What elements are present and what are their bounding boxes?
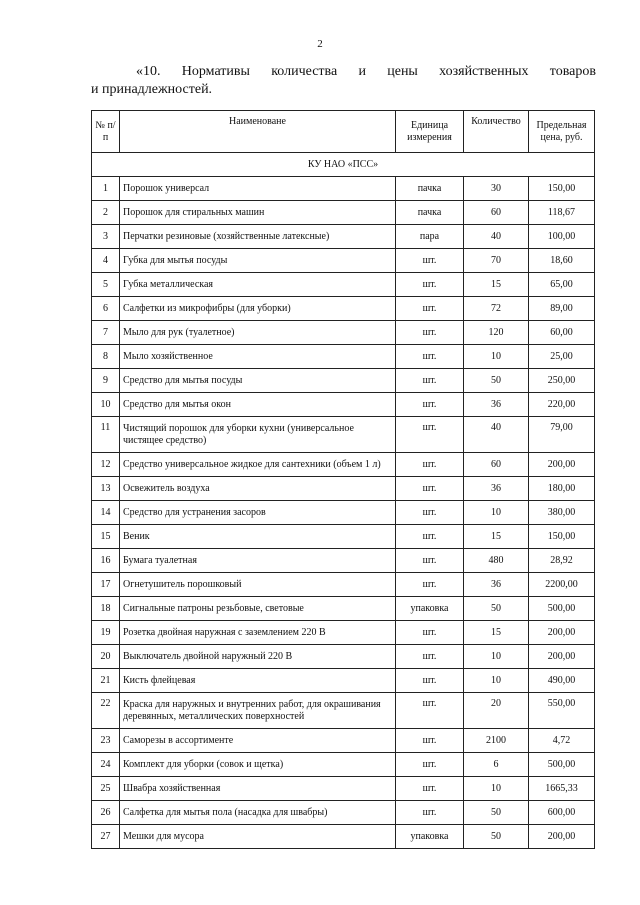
table-row <box>92 297 595 321</box>
cell-name: Губка для мытья посуды <box>120 249 396 273</box>
cell-name: Порошок для стиральных машин <box>120 201 396 225</box>
table-row <box>92 417 595 453</box>
table-row <box>92 825 595 849</box>
cell-name: Саморезы в ассортименте <box>120 729 396 753</box>
cell-num: 16 <box>92 549 120 573</box>
cell-num: 13 <box>92 477 120 501</box>
table-row <box>92 321 595 345</box>
cell-qty: 40 <box>464 225 529 249</box>
table-row <box>92 177 595 201</box>
table-row <box>92 801 595 825</box>
cell-price: 150,00 <box>529 525 595 549</box>
header-name: Наименоване <box>120 111 396 153</box>
cell-num: 4 <box>92 249 120 273</box>
cell-num: 25 <box>92 777 120 801</box>
cell-unit: шт. <box>396 573 464 597</box>
cell-name: Огнетушитель порошковый <box>120 573 396 597</box>
cell-qty: 36 <box>464 393 529 417</box>
cell-qty: 15 <box>464 525 529 549</box>
cell-num: 26 <box>92 801 120 825</box>
cell-price: 25,00 <box>529 345 595 369</box>
cell-price: 200,00 <box>529 645 595 669</box>
cell-num: 19 <box>92 621 120 645</box>
table-row <box>92 669 595 693</box>
cell-name: Губка металлическая <box>120 273 396 297</box>
cell-qty: 40 <box>464 417 529 453</box>
table-row <box>92 753 595 777</box>
cell-unit: шт. <box>396 621 464 645</box>
cell-price: 2200,00 <box>529 573 595 597</box>
cell-unit: шт. <box>396 549 464 573</box>
cell-num: 7 <box>92 321 120 345</box>
cell-unit: шт. <box>396 273 464 297</box>
cell-qty: 60 <box>464 453 529 477</box>
cell-price: 380,00 <box>529 501 595 525</box>
cell-name: Мыло хозяйственное <box>120 345 396 369</box>
table-row <box>92 393 595 417</box>
table-row <box>92 369 595 393</box>
table-row <box>92 477 595 501</box>
cell-name: Розетка двойная наружная с заземлением 220 В <box>120 621 396 645</box>
cell-qty: 10 <box>464 777 529 801</box>
header-unit: Единица измерения <box>396 111 464 153</box>
cell-qty: 60 <box>464 201 529 225</box>
cell-name: Швабра хозяйственная <box>120 777 396 801</box>
cell-unit: шт. <box>396 753 464 777</box>
table-row <box>92 693 595 729</box>
cell-price: 118,67 <box>529 201 595 225</box>
cell-qty: 50 <box>464 597 529 621</box>
cell-qty: 10 <box>464 501 529 525</box>
cell-price: 100,00 <box>529 225 595 249</box>
heading-line-1: «10. Нормативы количества и цены хозяйственных товаров <box>136 64 596 79</box>
table-row <box>92 597 595 621</box>
table-row <box>92 201 595 225</box>
norms-table <box>91 110 595 849</box>
cell-price: 89,00 <box>529 297 595 321</box>
table-row <box>92 225 595 249</box>
cell-qty: 36 <box>464 573 529 597</box>
cell-unit: шт. <box>396 693 464 729</box>
cell-qty: 50 <box>464 369 529 393</box>
cell-name: Мыло для рук (туалетное) <box>120 321 396 345</box>
table-row <box>92 549 595 573</box>
cell-price: 500,00 <box>529 597 595 621</box>
table-row <box>92 777 595 801</box>
cell-name: Краска для наружных и внутренних работ, для окрашивания деревянных, металлических поверхностей <box>120 693 396 729</box>
table-header-row <box>92 111 595 153</box>
cell-num: 10 <box>92 393 120 417</box>
cell-qty: 10 <box>464 345 529 369</box>
cell-num: 11 <box>92 417 120 453</box>
section-heading <box>91 63 596 99</box>
cell-name: Салфетка для мытья пола (насадка для швабры) <box>120 801 396 825</box>
cell-qty: 36 <box>464 477 529 501</box>
cell-num: 3 <box>92 225 120 249</box>
cell-name: Чистящий порошок для уборки кухни (универсальное чистящее средство) <box>120 417 396 453</box>
cell-qty: 72 <box>464 297 529 321</box>
cell-unit: шт. <box>396 669 464 693</box>
cell-name: Средство для устранения засоров <box>120 501 396 525</box>
cell-num: 24 <box>92 753 120 777</box>
cell-qty: 10 <box>464 645 529 669</box>
cell-unit: шт. <box>396 645 464 669</box>
cell-price: 200,00 <box>529 825 595 849</box>
cell-name: Сигнальные патроны резьбовые, световые <box>120 597 396 621</box>
table-row <box>92 501 595 525</box>
cell-num: 18 <box>92 597 120 621</box>
cell-num: 8 <box>92 345 120 369</box>
table-row <box>92 573 595 597</box>
cell-unit: шт. <box>396 417 464 453</box>
table-row <box>92 645 595 669</box>
cell-price: 60,00 <box>529 321 595 345</box>
header-price: Предельная цена, руб. <box>529 111 595 153</box>
heading-line-2: и принадлежностей. <box>91 82 213 97</box>
section-title: КУ НАО «ПСС» <box>92 153 595 177</box>
cell-name: Освежитель воздуха <box>120 477 396 501</box>
cell-unit: шт. <box>396 369 464 393</box>
cell-price: 79,00 <box>529 417 595 453</box>
cell-price: 200,00 <box>529 621 595 645</box>
cell-unit: пачка <box>396 177 464 201</box>
cell-qty: 15 <box>464 273 529 297</box>
cell-price: 220,00 <box>529 393 595 417</box>
cell-name: Салфетки из микрофибры (для уборки) <box>120 297 396 321</box>
table-row <box>92 249 595 273</box>
cell-price: 4,72 <box>529 729 595 753</box>
cell-name: Мешки для мусора <box>120 825 396 849</box>
cell-num: 15 <box>92 525 120 549</box>
table-row <box>92 525 595 549</box>
cell-name: Средство для мытья посуды <box>120 369 396 393</box>
cell-price: 250,00 <box>529 369 595 393</box>
table-row <box>92 729 595 753</box>
cell-name: Кисть флейцевая <box>120 669 396 693</box>
cell-unit: шт. <box>396 297 464 321</box>
cell-unit: шт. <box>396 393 464 417</box>
cell-price: 150,00 <box>529 177 595 201</box>
cell-qty: 30 <box>464 177 529 201</box>
cell-num: 2 <box>92 201 120 225</box>
cell-qty: 70 <box>464 249 529 273</box>
cell-num: 21 <box>92 669 120 693</box>
cell-price: 550,00 <box>529 693 595 729</box>
table-row <box>92 453 595 477</box>
cell-unit: шт. <box>396 777 464 801</box>
header-num: № п/п <box>92 111 120 153</box>
cell-num: 23 <box>92 729 120 753</box>
cell-unit: пара <box>396 225 464 249</box>
cell-num: 12 <box>92 453 120 477</box>
table-row <box>92 273 595 297</box>
cell-unit: упаковка <box>396 597 464 621</box>
cell-name: Средство для мытья окон <box>120 393 396 417</box>
cell-price: 600,00 <box>529 801 595 825</box>
cell-num: 17 <box>92 573 120 597</box>
cell-price: 18,60 <box>529 249 595 273</box>
section-row <box>92 153 595 177</box>
cell-name: Порошок универсал <box>120 177 396 201</box>
cell-name: Средство универсальное жидкое для сантехники (объем 1 л) <box>120 453 396 477</box>
table-row <box>92 621 595 645</box>
cell-price: 500,00 <box>529 753 595 777</box>
cell-num: 14 <box>92 501 120 525</box>
cell-price: 490,00 <box>529 669 595 693</box>
cell-num: 20 <box>92 645 120 669</box>
cell-qty: 50 <box>464 825 529 849</box>
header-qty: Количество <box>464 111 529 153</box>
cell-unit: шт. <box>396 801 464 825</box>
cell-name: Веник <box>120 525 396 549</box>
table-row <box>92 345 595 369</box>
cell-num: 22 <box>92 693 120 729</box>
cell-num: 9 <box>92 369 120 393</box>
cell-unit: шт. <box>396 345 464 369</box>
cell-qty: 15 <box>464 621 529 645</box>
cell-qty: 50 <box>464 801 529 825</box>
cell-unit: шт. <box>396 729 464 753</box>
cell-unit: шт. <box>396 321 464 345</box>
cell-unit: шт. <box>396 501 464 525</box>
cell-num: 1 <box>92 177 120 201</box>
cell-qty: 120 <box>464 321 529 345</box>
cell-name: Бумага туалетная <box>120 549 396 573</box>
cell-qty: 20 <box>464 693 529 729</box>
cell-num: 6 <box>92 297 120 321</box>
cell-unit: шт. <box>396 249 464 273</box>
cell-unit: шт. <box>396 477 464 501</box>
cell-num: 27 <box>92 825 120 849</box>
page-number: 2 <box>317 38 323 50</box>
cell-price: 65,00 <box>529 273 595 297</box>
cell-unit: упаковка <box>396 825 464 849</box>
cell-price: 28,92 <box>529 549 595 573</box>
cell-price: 1665,33 <box>529 777 595 801</box>
cell-price: 180,00 <box>529 477 595 501</box>
cell-name: Комплект для уборки (совок и щетка) <box>120 753 396 777</box>
cell-qty: 10 <box>464 669 529 693</box>
cell-qty: 480 <box>464 549 529 573</box>
cell-name: Перчатки резиновые (хозяйственные латексные) <box>120 225 396 249</box>
cell-qty: 6 <box>464 753 529 777</box>
cell-num: 5 <box>92 273 120 297</box>
cell-price: 200,00 <box>529 453 595 477</box>
cell-unit: шт. <box>396 453 464 477</box>
cell-name: Выключатель двойной наружный 220 В <box>120 645 396 669</box>
cell-unit: пачка <box>396 201 464 225</box>
cell-qty: 2100 <box>464 729 529 753</box>
cell-unit: шт. <box>396 525 464 549</box>
